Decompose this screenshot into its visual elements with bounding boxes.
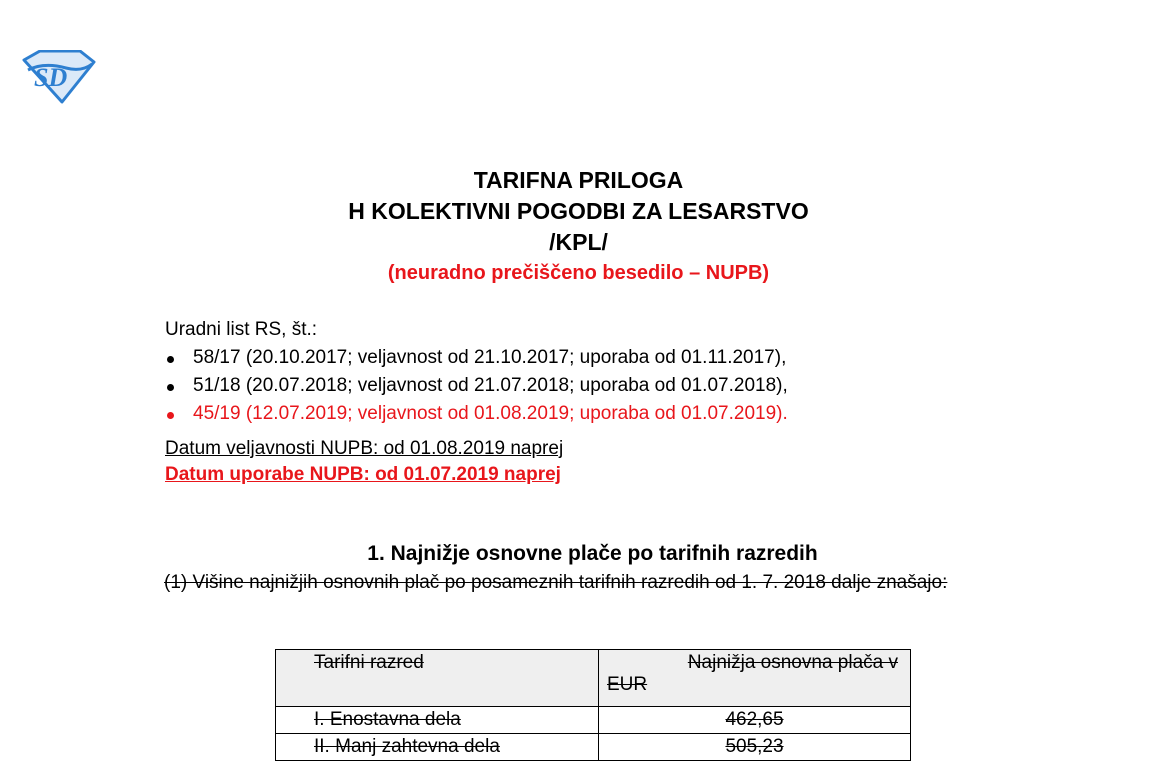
table-row (276, 707, 911, 734)
gazette-item (165, 344, 788, 372)
gazette-list (165, 344, 788, 428)
document-title (0, 165, 1157, 288)
title-line-2: H KOLEKTIVNI POGODBI ZA LESARSTVO (348, 198, 809, 224)
gazette-label: Uradni list RS, št.: (165, 319, 318, 340)
gazette-item (165, 400, 788, 428)
gazette-references (165, 316, 788, 428)
table-row (276, 734, 911, 761)
title-line-1: TARIFNA PRILOGA (473, 167, 684, 193)
section-paragraph: (1) Višine najnižjih osnovnih plač po posameznih tarifnih razredih od 1. 7. 2018 dalje znašajo: (164, 572, 948, 593)
gazette-item-text: 58/17 (20.10.2017; veljavnost od 21.10.2017; uporaba od 01.11.2017), (193, 347, 787, 368)
header-min-wage (599, 650, 911, 707)
tariff-table (275, 649, 911, 761)
header-min-wage-line1: Najnižja osnovna plača v (687, 652, 898, 673)
gazette-item-text: 45/19 (12.07.2019; veljavnost od 01.08.2019; uporaba od 01.07.2019). (193, 403, 788, 424)
tariff-class-cell: II. Manj zahtevna dela (276, 734, 599, 761)
section-heading: 1. Najnižje osnovne plače po tarifnih razredih (367, 542, 818, 565)
header-min-wage-line2: EUR (607, 674, 648, 695)
svg-text:SD: SD (34, 63, 68, 92)
wage-cell: 462,65 (599, 707, 911, 734)
title-subtitle: (neuradno prečiščeno besedilo – NUPB) (387, 262, 770, 284)
wage-cell: 505,23 (599, 734, 911, 761)
nupb-dates (165, 436, 563, 488)
bullet-icon (167, 356, 174, 363)
table-header-row (276, 650, 911, 707)
gazette-item-text: 51/18 (20.07.2018; veljavnost od 21.07.2018; uporaba od 01.07.2018), (193, 375, 788, 396)
bullet-icon (167, 384, 174, 391)
gazette-item (165, 372, 788, 400)
application-date: Datum uporabe NUPB: od 01.07.2019 naprej (165, 464, 561, 485)
title-line-3: /KPL/ (549, 229, 608, 255)
header-tariff-class: Tarifni razred (276, 650, 599, 707)
sd-shield-logo-icon (22, 50, 96, 104)
tariff-class-cell: I. Enostavna dela (276, 707, 599, 734)
bullet-icon (167, 412, 174, 419)
validity-date: Datum veljavnosti NUPB: od 01.08.2019 naprej (165, 438, 564, 459)
